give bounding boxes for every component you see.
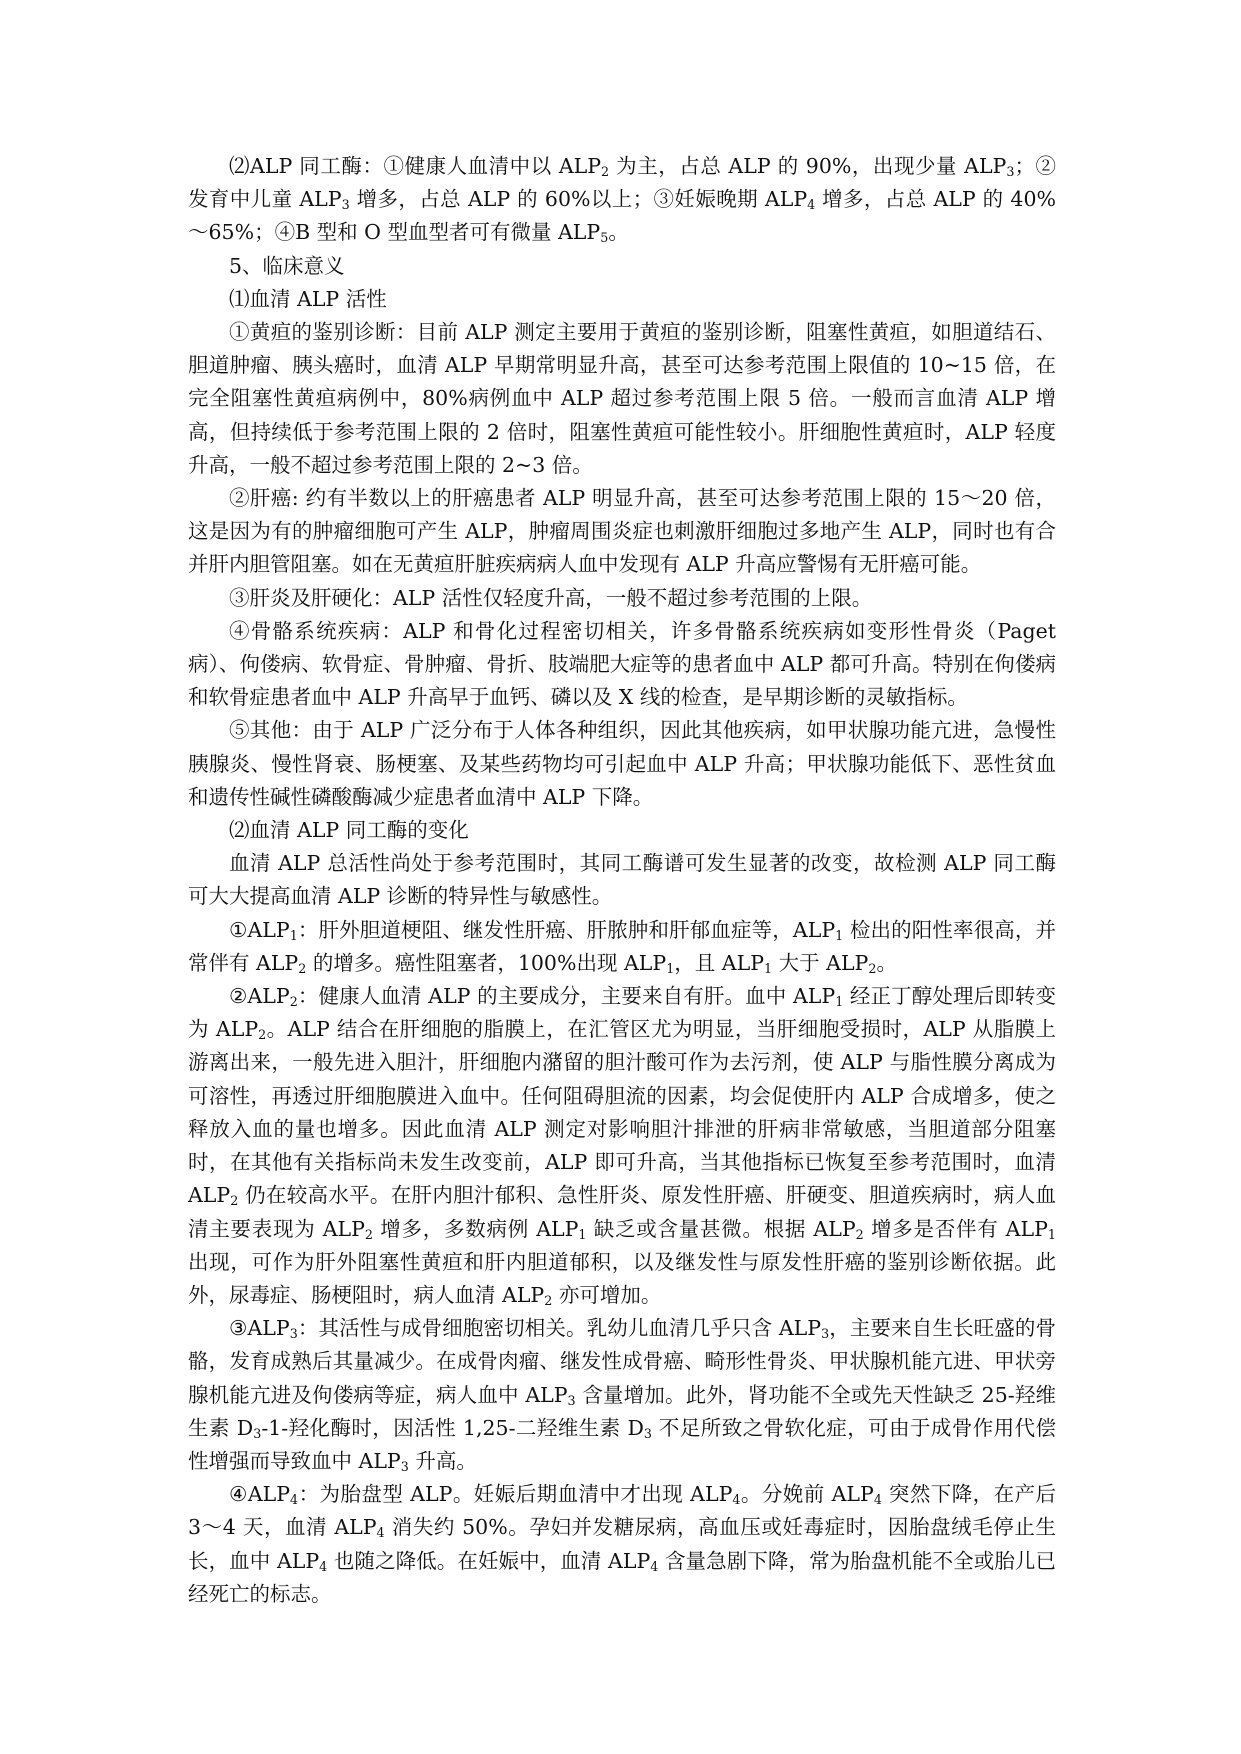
alp4-paragraph: $④ALP_4$：为胎盘型 ALP。妊娠后期血清中才出现 $ALP_4$。分娩前 $ALP_4$ 突然下降，在产后 3～4 天，血清 $ALP_4$ 消失约 50%。孕妇并发糖尿病，高血压或妊毒症时，因胎盘绒毛停止生长，血中 $ALP_4$ 也随之降低。在妊娠中，血清 $ALP_4$ 含量急剧下降，常为胎盘机能不全或胎儿已经死亡的标志。 [188, 1482, 1057, 1606]
jaundice-paragraph: ①黄疸的鉴别诊断：目前 ALP 测定主要用于黄疸的鉴别诊断，阻塞性黄疸，如胆道结石、胆道肿瘤、胰头癌时，血清 ALP 早期常明显升高，甚至可达参考范围上限值的 10~15 倍，在完全阻塞性黄疸病例中，80%病例血中 ALP 超过参考范围上限 5 倍。一般而言血清 ALP 增高，但持续低于参考范围上限的 2 倍时，阻塞性黄疸可能性较小。肝细胞性黄疸时，ALP 轻度升高，一般不超过参考范围上限的 2~3 倍。 [188, 320, 1056, 477]
other-diseases-paragraph: ⑤其他：由于 ALP 广泛分布于人体各种组织，因此其他疾病，如甲状腺功能亢进，急慢性胰腺炎、慢性肾衰、肠梗塞、及某些药物均可引起血中 ALP 升高；甲状腺功能低下、恶性贫血和遗传性碱性磷酸酶减少症患者血清中 ALP 下降。 [188, 718, 1056, 809]
section-heading-clinical-significance: 5、临床意义 [229, 253, 345, 278]
isoenzyme-paragraph: ⑵ALP 同工酶：①健康人血清中以 $ALP_2$ 为主，占总 ALP 的 90%，出现少量 $ALP_3$；②发育中儿童 $ALP_3$ 增多，占总 ALP 的 60%以上；③妊娠晚期 $ALP_4$ 增多，占总 ALP 的 40%～65%；④B 型和 O 型血型者可有微量 $ALP_5$。 [188, 154, 1056, 246]
document-page [188, 150, 1056, 1611]
alp1-paragraph: $①ALP_1$：肝外胆道梗阻、继发性肝癌、肝脓肿和肝郁血症等，$ALP_1$ 检出的阳性率很高，并常伴有 $ALP_2$ 的增多。癌性阻塞者，100%出现 $ALP_1$，且 $ALP_1$ 大于 $ALP_2$。 [188, 917, 1056, 977]
subheading-serum-alp-activity: ⑴血清 ALP 活性 [229, 286, 387, 311]
isoenzyme-intro-paragraph: 血清 ALP 总活性尚处于参考范围时，其同工酶谱可发生显著的改变，故检测 ALP 同工酶可大大提高血清 ALP 诊断的特异性与敏感性。 [188, 851, 1056, 909]
alp2-paragraph: $②ALP_2$：健康人血清 ALP 的主要成分，主要来自有肝。血中 $ALP_1$ 经正丁醇处理后即转变为 $ALP_2$。ALP 结合在肝细胞的脂膜上，在汇管区尤为明显，当肝细胞受损时，ALP 从脂膜上游离出来，一般先进入胆汁，肝细胞内潴留的胆汁酸可作为去污剂，使 ALP 与脂性膜分离成为可溶性，再透过肝细胞膜进入血中。任何阻碍胆流的因素，均会促使肝内 ALP 合成增多，使之释放入血的量也增多。因此血清 ALP 测定对影响胆汁排泄的肝病非常敏感，当胆道部分阻塞时，在其他有关指标尚未发生改变前，ALP 即可升高，当其他指标已恢复至参考范围时，血清 $ALP_2$ 仍在较高水平。在肝内胆汁郁积、急性肝炎、原发性肝癌、肝硬变、胆道疾病时，病人血清主要表现为 $ALP_2$ 增多，多数病例 $ALP_1$ 缺乏或含量甚微。根据 $ALP_2$ 增多是否伴有 $ALP_1$ 出现，可作为肝外阻塞性黄疸和肝内胆道郁积，以及继发性与原发性肝癌的鉴别诊断依据。此外，尿毒症、肠梗阻时，病人血清 $ALP_2$ 亦可增加。 [188, 984, 1057, 1309]
liver-cancer-paragraph: ②肝癌: 约有半数以上的肝癌患者 ALP 明显升高，甚至可达参考范围上限的 15～20 倍，这是因为有的肿瘤细胞可产生 ALP，肿瘤周围炎症也刺激肝细胞过多地产生 ALP，同时也有合并肝内胆管阻塞。如在无黄疸肝脏疾病病人血中发现有 ALP 升高应警惕有无肝癌可能。 [188, 486, 1056, 577]
hepatitis-paragraph: ③肝炎及肝硬化：ALP 活性仅轻度升高，一般不超过参考范围的上限。 [229, 585, 873, 610]
alp3-paragraph: $③ALP_3$：其活性与成骨细胞密切相关。乳幼儿血清几乎只含 $ALP_3$，主要来自生长旺盛的骨骼，发育成熟后其量减少。在成骨肉瘤、继发性成骨癌、畸形性骨炎、甲状腺机能亢进、甲状旁腺机能亢进及佝偻病等症，病人血中 $ALP_3$ 含量增加。此外，肾功能不全或先天性缺乏 25-羟维生素 $D_3-1-$羟化酶时，因活性 1,25-二羟维生素 $D_3$ 不足所致之骨软化症，可由于成骨作用代偿性增强而导致血中 $ALP_3$ 升高。 [188, 1316, 1057, 1475]
bone-disease-paragraph: ④骨骼系统疾病：ALP 和骨化过程密切相关，许多骨骼系统疾病如变形性骨炎（Paget 病）、佝偻病、软骨症、骨肿瘤、骨折、肢端肥大症等的患者血中 ALP 都可升高。特别在佝偻病和软骨症患者血中 ALP 升高早于血钙、磷以及 X 线的检查，是早期诊断的灵敏指标。 [188, 618, 1056, 710]
subheading-isoenzyme-changes: ⑵血清 ALP 同工酶的变化 [229, 818, 469, 843]
